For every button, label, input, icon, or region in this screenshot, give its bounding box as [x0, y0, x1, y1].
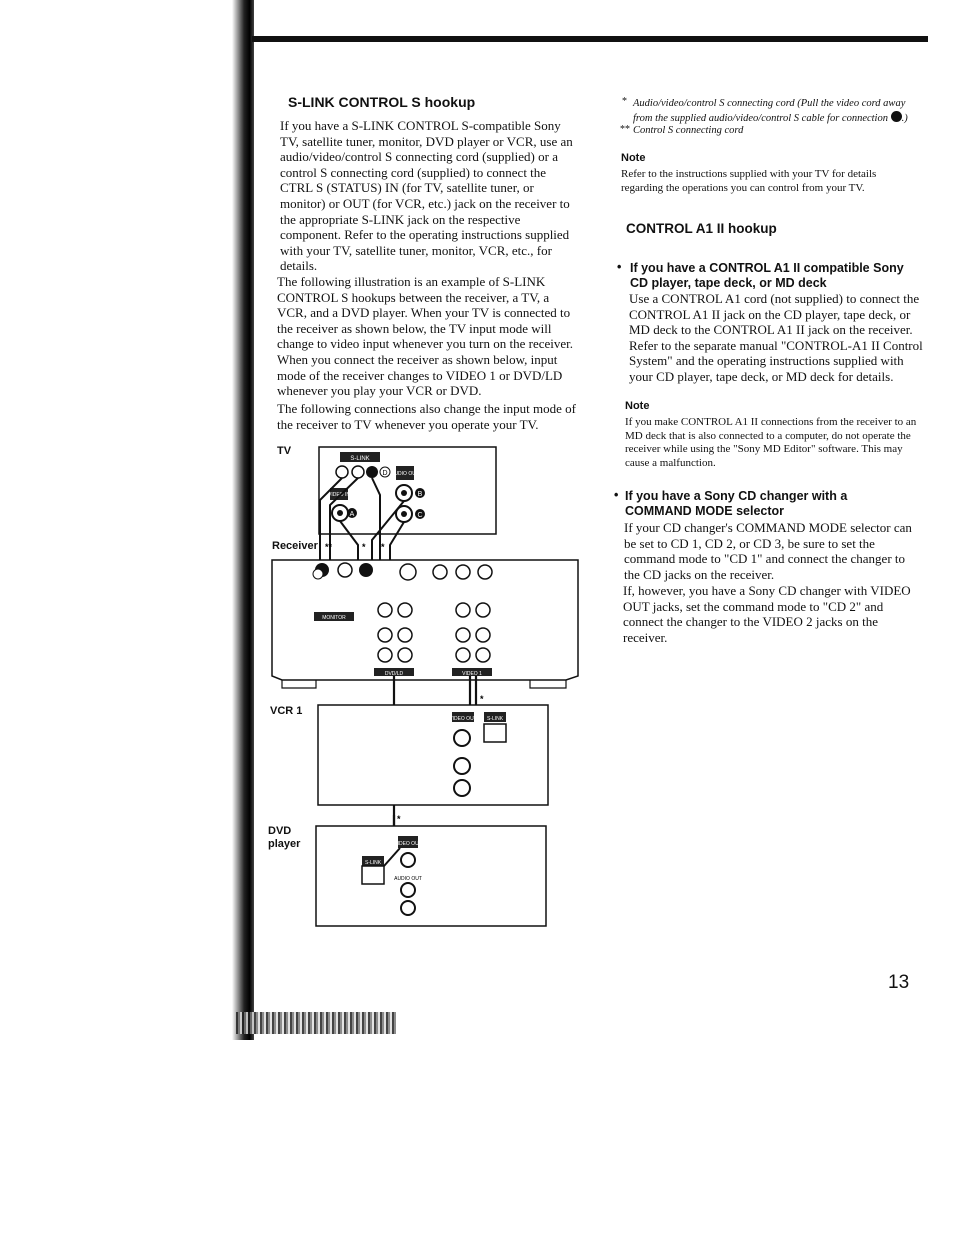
footnote-1-mark: *	[622, 96, 627, 107]
s-link-paragraph-2: The following illustration is an example of S-LINK CONTROL S hookups between the receiver, a TV, a VCR, and a DVD player. When your TV is connected to the receiver as shown below, the TV input mode will change to video input whenever you turn on the receiver. When you connect the receiver as shown below, input mode of the receiver changes to VIDEO 1 or DVD/LD whenever you play your VCR or DVD.	[277, 274, 574, 399]
receiver-ctrl-s-jack-3	[359, 563, 373, 577]
dvd-audio-jack-2	[401, 901, 415, 915]
marker-star-vcr: *	[480, 694, 484, 704]
footnote-1-end: .)	[901, 113, 908, 124]
dvd-video-jack	[401, 853, 415, 867]
receiver-ctrl-s-jack-2	[338, 563, 352, 577]
marker-star-dvd: *	[397, 814, 401, 824]
vcr-s-link-jack	[484, 724, 506, 742]
dvd-label-line1: DVD	[268, 825, 292, 837]
marker-star-2: *	[381, 542, 385, 552]
receiver-monitor-tag: MONITOR	[322, 615, 346, 621]
tv-s-link-jack-1	[336, 466, 348, 478]
receiver-jack-7	[478, 565, 492, 579]
tv-label: TV	[277, 445, 292, 457]
note-1-text: Refer to the instructions supplied with your TV for details regarding the operations you can control from your TV.	[621, 168, 877, 194]
dvd-s-link-jack	[362, 866, 384, 884]
dvd-audio-jack-1	[401, 883, 415, 897]
receiver-video1-tag: VIDEO 1	[462, 671, 482, 677]
vcr-panel	[318, 705, 548, 805]
tv-s-link-tag: S-LINK	[350, 456, 370, 462]
bullet-2-title: If you have a Sony CD changer with a COMMAND MODE selector	[625, 489, 848, 518]
receiver-jack-6	[456, 565, 470, 579]
tv-video-in-tag: VIDEO IN	[328, 492, 350, 498]
receiver-label: Receiver	[272, 540, 318, 552]
vcr-audio-jack-1	[454, 758, 470, 774]
receiver-jack-5	[433, 565, 447, 579]
receiver-dvd-ld-tag: DVD/LD	[384, 671, 404, 677]
footnote-2-mark: **	[620, 124, 630, 135]
note-1-label: Note	[621, 152, 646, 164]
receiver-marker-e	[313, 569, 323, 579]
bullet-2-body-2: If, however, you have a Sony CD changer with VIDEO OUT jacks, set the command mode to "CD 2" and connect the changer to the VIDEO 2 jacks on the receiver.	[623, 583, 911, 645]
vcr-video-jack	[454, 730, 470, 746]
bullet-1-body: Use a CONTROL A1 cord (not supplied) to connect the CONTROL A1 II jack on the CD player, tape deck, or MD deck to the CONTROL A1 II jack on the receiver. Refer to the separate manual "CONTROL-A1 II Control System" and the operating instructions supplied with your CD player, tape deck, or MD deck for details.	[629, 291, 923, 384]
footnote-1	[633, 97, 923, 126]
tv-marker-d-text: D	[382, 470, 388, 477]
marker-a-icon	[891, 111, 902, 122]
bullet-2-body-1: If your CD changer's COMMAND MODE selector can be set to CD 1, CD 2, or CD 3, be sure to set the command mode to "CD 1" and connect the changer to the CD jacks on the receiver.	[624, 520, 912, 582]
tv-audio-out-tag: AUDIO OUT	[391, 471, 419, 477]
vcr-s-link-tag: S-LINK	[486, 716, 504, 722]
footnote-1-text: Audio/video/control S connecting cord (Pull the video cord away from the supplied audio/video/control S cable for connection	[633, 98, 906, 124]
dvd-audio-out-tag: AUDIO OUT	[394, 876, 422, 882]
s-link-heading: S-LINK CONTROL S hookup	[288, 94, 476, 110]
dvd-panel	[316, 826, 546, 926]
vcr-audio-jack-2	[454, 780, 470, 796]
receiver-jack-4	[400, 564, 416, 580]
control-a1-heading: CONTROL A1 II hookup	[626, 221, 777, 236]
bullet-1-title: If you have a CONTROL A1 II compatible Sony CD player, tape deck, or MD deck	[630, 261, 904, 290]
marker-double-star: **	[325, 542, 333, 552]
vcr-video-out-tag: VIDEO OUT	[449, 716, 477, 722]
note-2-label: Note	[625, 400, 650, 412]
page-number: 13	[888, 972, 910, 993]
marker-star-1: *	[362, 542, 366, 552]
vcr-label: VCR 1	[270, 705, 303, 717]
bullet-1-glyph: •	[617, 260, 622, 274]
dvd-video-out-tag: VIDEO OUT	[394, 841, 422, 847]
s-link-paragraph-3: The following connections also change the input mode of the receiver to TV whenever you operate your TV.	[277, 401, 576, 432]
tv-marker-c-text: C	[417, 512, 423, 519]
footnote-2: Control S connecting cord	[633, 125, 744, 136]
dvd-s-link-tag: S-LINK	[364, 860, 382, 866]
note-2-text: If you make CONTROL A1 II connections from the receiver to an MD deck that is also connected to a computer, do not operate the receiver while using the "Sony MD Editor" software. This may cause a malfunction.	[625, 416, 917, 469]
s-link-paragraph-1: If you have a S-LINK CONTROL S-compatible Sony TV, satellite tuner, monitor, DVD player or VCR, use an audio/video/control S connecting cord (supplied) or a control S connecting cord (supplied) to connect the CTRL S (STATUS) IN (for TV, satellite tuner, or monitor) or OUT (for VCR, etc.) jack on the receiver to the appropriate S-LINK jack on the respective component. Refer to the operating instructions supplied with your TV, satellite tuner, monitor, VCR, etc., for details.	[280, 118, 573, 274]
dvd-label-line2: player	[268, 838, 301, 850]
tv-marker-a-text: A	[349, 511, 355, 518]
bullet-2-glyph: •	[614, 488, 619, 502]
tv-marker-b-text: B	[417, 491, 423, 498]
tv-s-link-jack-2	[352, 466, 364, 478]
tv-s-link-jack-3	[366, 466, 378, 478]
